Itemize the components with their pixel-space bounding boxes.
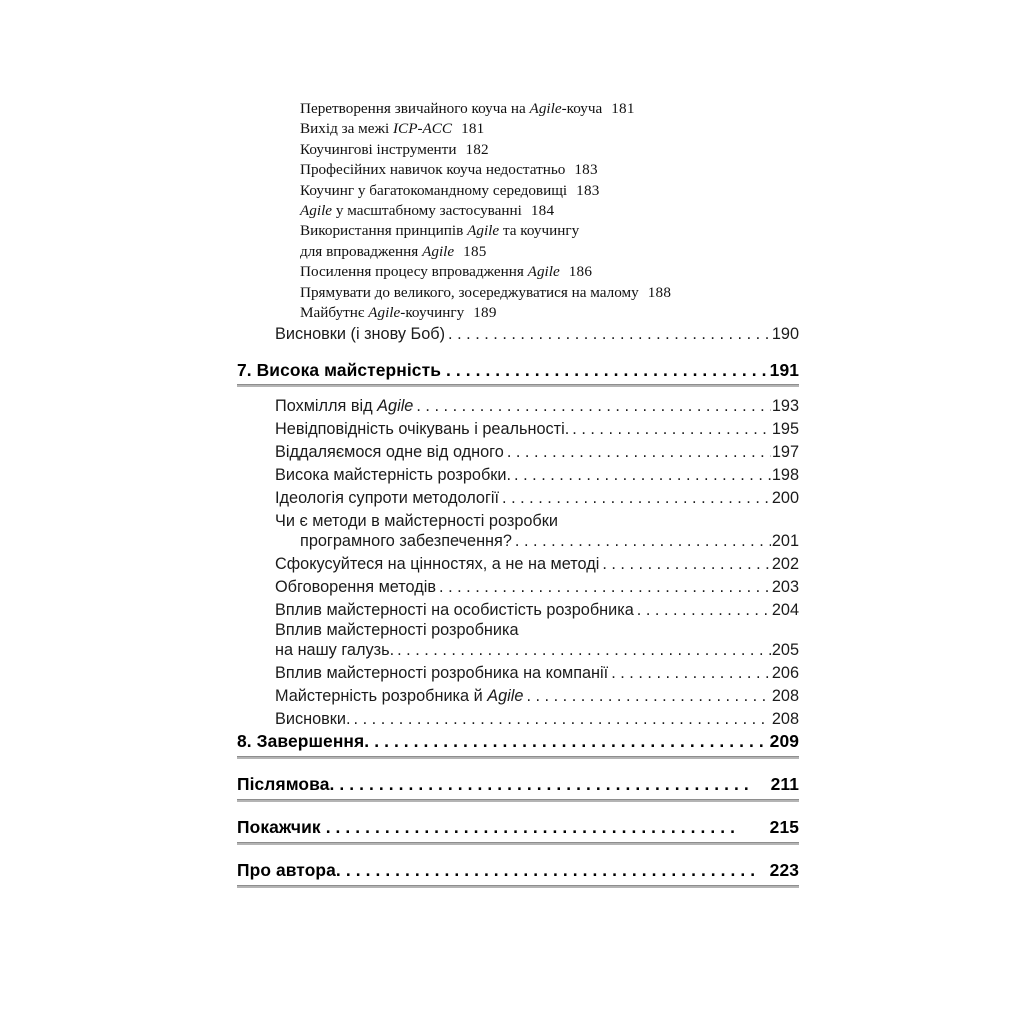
entry-label — [300, 531, 512, 551]
toc-entry[interactable] — [275, 442, 799, 462]
dot-leader — [374, 731, 767, 748]
toc-serif-entry — [300, 119, 820, 139]
toc-entry[interactable] — [275, 600, 799, 620]
entry-page-number: 185 — [463, 242, 487, 260]
dot-leader — [514, 465, 771, 481]
entry-text-pre: Майстерність розробника й — [275, 687, 488, 705]
entry-text-post: -коучингу — [400, 304, 465, 322]
entry-text-pre: Обговорення методів — [275, 578, 437, 596]
toc-serif-entry — [300, 303, 820, 323]
dot-leader — [515, 531, 771, 547]
entry-text-pre: Невідповідність очікувань і реальності. — [275, 420, 570, 438]
entry-text-pre: Похмілля від — [275, 397, 378, 415]
entry-text-pre: Віддаляємося одне від одного — [275, 443, 504, 461]
toc-entry-continuation[interactable] — [275, 640, 799, 660]
toc-serif-entry — [300, 140, 820, 160]
entry-text-italic: ICP-ACC — [393, 120, 453, 138]
entry-page-number: 197 — [771, 443, 799, 461]
toc-entry[interactable] — [275, 663, 799, 683]
entry-page-number — [579, 222, 588, 239]
dot-leader — [602, 554, 771, 570]
entry-text-pre: Коучингові інструменти — [300, 140, 457, 158]
entry-label — [275, 442, 504, 462]
dot-leader — [507, 442, 771, 458]
entry-page-number: 203 — [771, 578, 799, 596]
entry-page-number: 188 — [647, 283, 672, 301]
toc-chapter-8[interactable] — [237, 731, 799, 752]
entry-page-number: 183 — [576, 181, 600, 199]
entry-page-number: 181 — [461, 120, 485, 138]
toc-entry[interactable] — [275, 709, 799, 729]
dot-leader — [416, 396, 770, 412]
toc-entry-continuation[interactable] — [300, 531, 799, 551]
entry-text-post: та коучингу — [499, 222, 580, 240]
entry-text-pre: на нашу галузь. — [275, 641, 395, 659]
entry-text-pre: Сфокусуйтеся на цінностях, а не на методі — [275, 555, 600, 573]
entry-label — [275, 620, 519, 640]
entry-page-number: 193 — [771, 397, 799, 415]
entry-page-number: 206 — [771, 664, 799, 682]
dot-leader — [439, 577, 771, 593]
entry-label — [275, 465, 511, 485]
entry-text-pre: Посилення процесу впровадження — [300, 263, 528, 281]
entry-label — [275, 577, 436, 597]
toc-entry[interactable] — [275, 419, 799, 439]
toc-entry[interactable] — [275, 465, 799, 485]
chapter-title: 8. Завершення. — [237, 731, 370, 751]
entry-label: Висновки (і знову Боб) — [275, 325, 446, 343]
toc-afterword[interactable] — [237, 774, 799, 795]
toc-serif-entry-continuation — [300, 242, 820, 262]
dot-leader — [637, 600, 771, 616]
dot-leader — [502, 488, 771, 504]
toc-serif-entry — [300, 181, 820, 201]
toc-index[interactable] — [237, 817, 799, 838]
entry-label — [275, 640, 394, 660]
toc-entry[interactable] — [275, 511, 799, 531]
entry-text-pre: Вплив майстерності розробника — [275, 621, 519, 639]
toc-entry-conclusions-chapter6[interactable] — [275, 324, 799, 344]
entry-label — [275, 511, 558, 531]
section-page-number: 215 — [769, 817, 799, 837]
toc-serif-entry — [300, 262, 820, 282]
toc-entry[interactable] — [275, 554, 799, 574]
entry-text-italic: Agile — [377, 397, 414, 415]
entry-page-number: 208 — [771, 710, 799, 728]
toc-chapter-7[interactable] — [237, 360, 799, 381]
dot-leader — [346, 860, 768, 877]
toc-entry[interactable] — [275, 488, 799, 508]
toc-serif-entry — [300, 221, 820, 241]
entry-text-post: у масштабному застосуванні — [332, 202, 522, 220]
section-page-number: 223 — [769, 860, 799, 880]
entry-text-italic: Agile — [487, 687, 524, 705]
section-divider — [237, 756, 799, 759]
entry-text-pre: Висока майстерність розробки. — [275, 466, 512, 484]
section-divider — [237, 842, 799, 845]
entry-text-pre: для впровадження — [300, 242, 423, 260]
entry-page-number: 182 — [465, 140, 489, 158]
entry-text-pre: Використання принципів — [300, 222, 468, 240]
entry-page-number: 186 — [568, 263, 593, 281]
entry-text-italic: Agile — [368, 304, 401, 322]
toc-serif-entry — [300, 201, 820, 221]
entry-text-pre: Перетворення звичайного коуча на — [300, 100, 530, 117]
entry-page-number: 201 — [771, 532, 799, 550]
entry-label — [275, 554, 599, 574]
entry-page-number: 184 — [530, 202, 555, 220]
section-title: Післямова. — [237, 774, 335, 794]
entry-page-number: 190 — [771, 325, 799, 343]
entry-text-post: -коуча — [561, 100, 603, 117]
dot-leader — [448, 324, 771, 340]
dot-leader — [611, 663, 771, 679]
toc-serif-entry — [300, 283, 820, 303]
section-title: Про автора. — [237, 860, 341, 880]
dot-leader — [446, 360, 768, 377]
entry-text-pre: Висновки. — [275, 710, 351, 728]
entry-text-pre: Майбутнє — [300, 304, 369, 322]
entry-page-number: 181 — [611, 100, 635, 117]
entry-text-italic: Agile — [529, 100, 562, 117]
entry-label — [275, 709, 351, 729]
entry-text-italic: Agile — [422, 242, 455, 260]
entry-label — [275, 419, 569, 439]
dot-leader — [397, 640, 771, 656]
dot-leader — [339, 774, 768, 791]
serif-subentry-group — [300, 99, 820, 323]
section-title: Покажчик — [237, 817, 321, 837]
toc-serif-entry — [300, 160, 820, 180]
entry-label — [275, 488, 499, 508]
toc-entry[interactable] — [275, 577, 799, 597]
dot-leader — [326, 817, 768, 834]
entry-text-pre: Професійних навичок коуча недостатньо — [300, 161, 566, 179]
chapter-page-number: 209 — [769, 731, 799, 751]
section-divider — [237, 799, 799, 802]
dot-leader — [526, 686, 770, 702]
toc-about-author[interactable] — [237, 860, 799, 881]
section-page-number: 211 — [770, 774, 799, 794]
entry-label — [275, 600, 634, 620]
entry-text-italic: Agile — [527, 263, 560, 281]
entry-text-italic: Agile — [467, 222, 500, 240]
entry-text-italic: Agile — [300, 202, 333, 220]
entry-text-pre: Чи є методи в майстерності розробки — [275, 512, 558, 530]
toc-serif-entry — [300, 99, 820, 119]
chapter-page-number: 191 — [769, 360, 799, 380]
entry-text-pre: Коучинг у багатокомандному середовищі — [300, 181, 568, 199]
entry-page-number: 200 — [771, 489, 799, 507]
entry-text-pre: Вплив майстерності розробника на компанії — [275, 664, 609, 682]
section-divider — [237, 384, 799, 387]
entry-label — [275, 686, 523, 706]
dot-leader — [354, 709, 771, 725]
toc-entry[interactable] — [275, 620, 799, 640]
entry-page-number: 205 — [771, 641, 799, 659]
entry-page-number: 198 — [771, 466, 799, 484]
entry-text-pre: Вихід за межі — [300, 120, 393, 138]
chapter-title: 7. Висока майстерність — [237, 360, 441, 380]
entry-page-number: 208 — [771, 687, 799, 705]
entry-text-pre: Ідеологія супроти методології — [275, 489, 500, 507]
toc-entry[interactable] — [275, 686, 799, 706]
entry-page-number: 202 — [771, 555, 799, 573]
entry-label — [275, 396, 413, 416]
entry-label — [275, 663, 608, 683]
entry-page-number: 183 — [574, 161, 598, 179]
entry-page-number: 189 — [473, 304, 497, 322]
entry-text-pre: Прямувати до великого, зосереджуватися на малому — [300, 283, 639, 301]
toc-entry[interactable] — [275, 396, 799, 416]
section-divider — [237, 885, 799, 888]
entry-page-number: 204 — [771, 601, 799, 619]
entry-text-pre: Вплив майстерності на особистість розробника — [275, 601, 634, 619]
dot-leader — [572, 419, 771, 435]
entry-text-pre: програмного забезпечення? — [300, 532, 512, 550]
entry-page-number: 195 — [771, 420, 799, 438]
